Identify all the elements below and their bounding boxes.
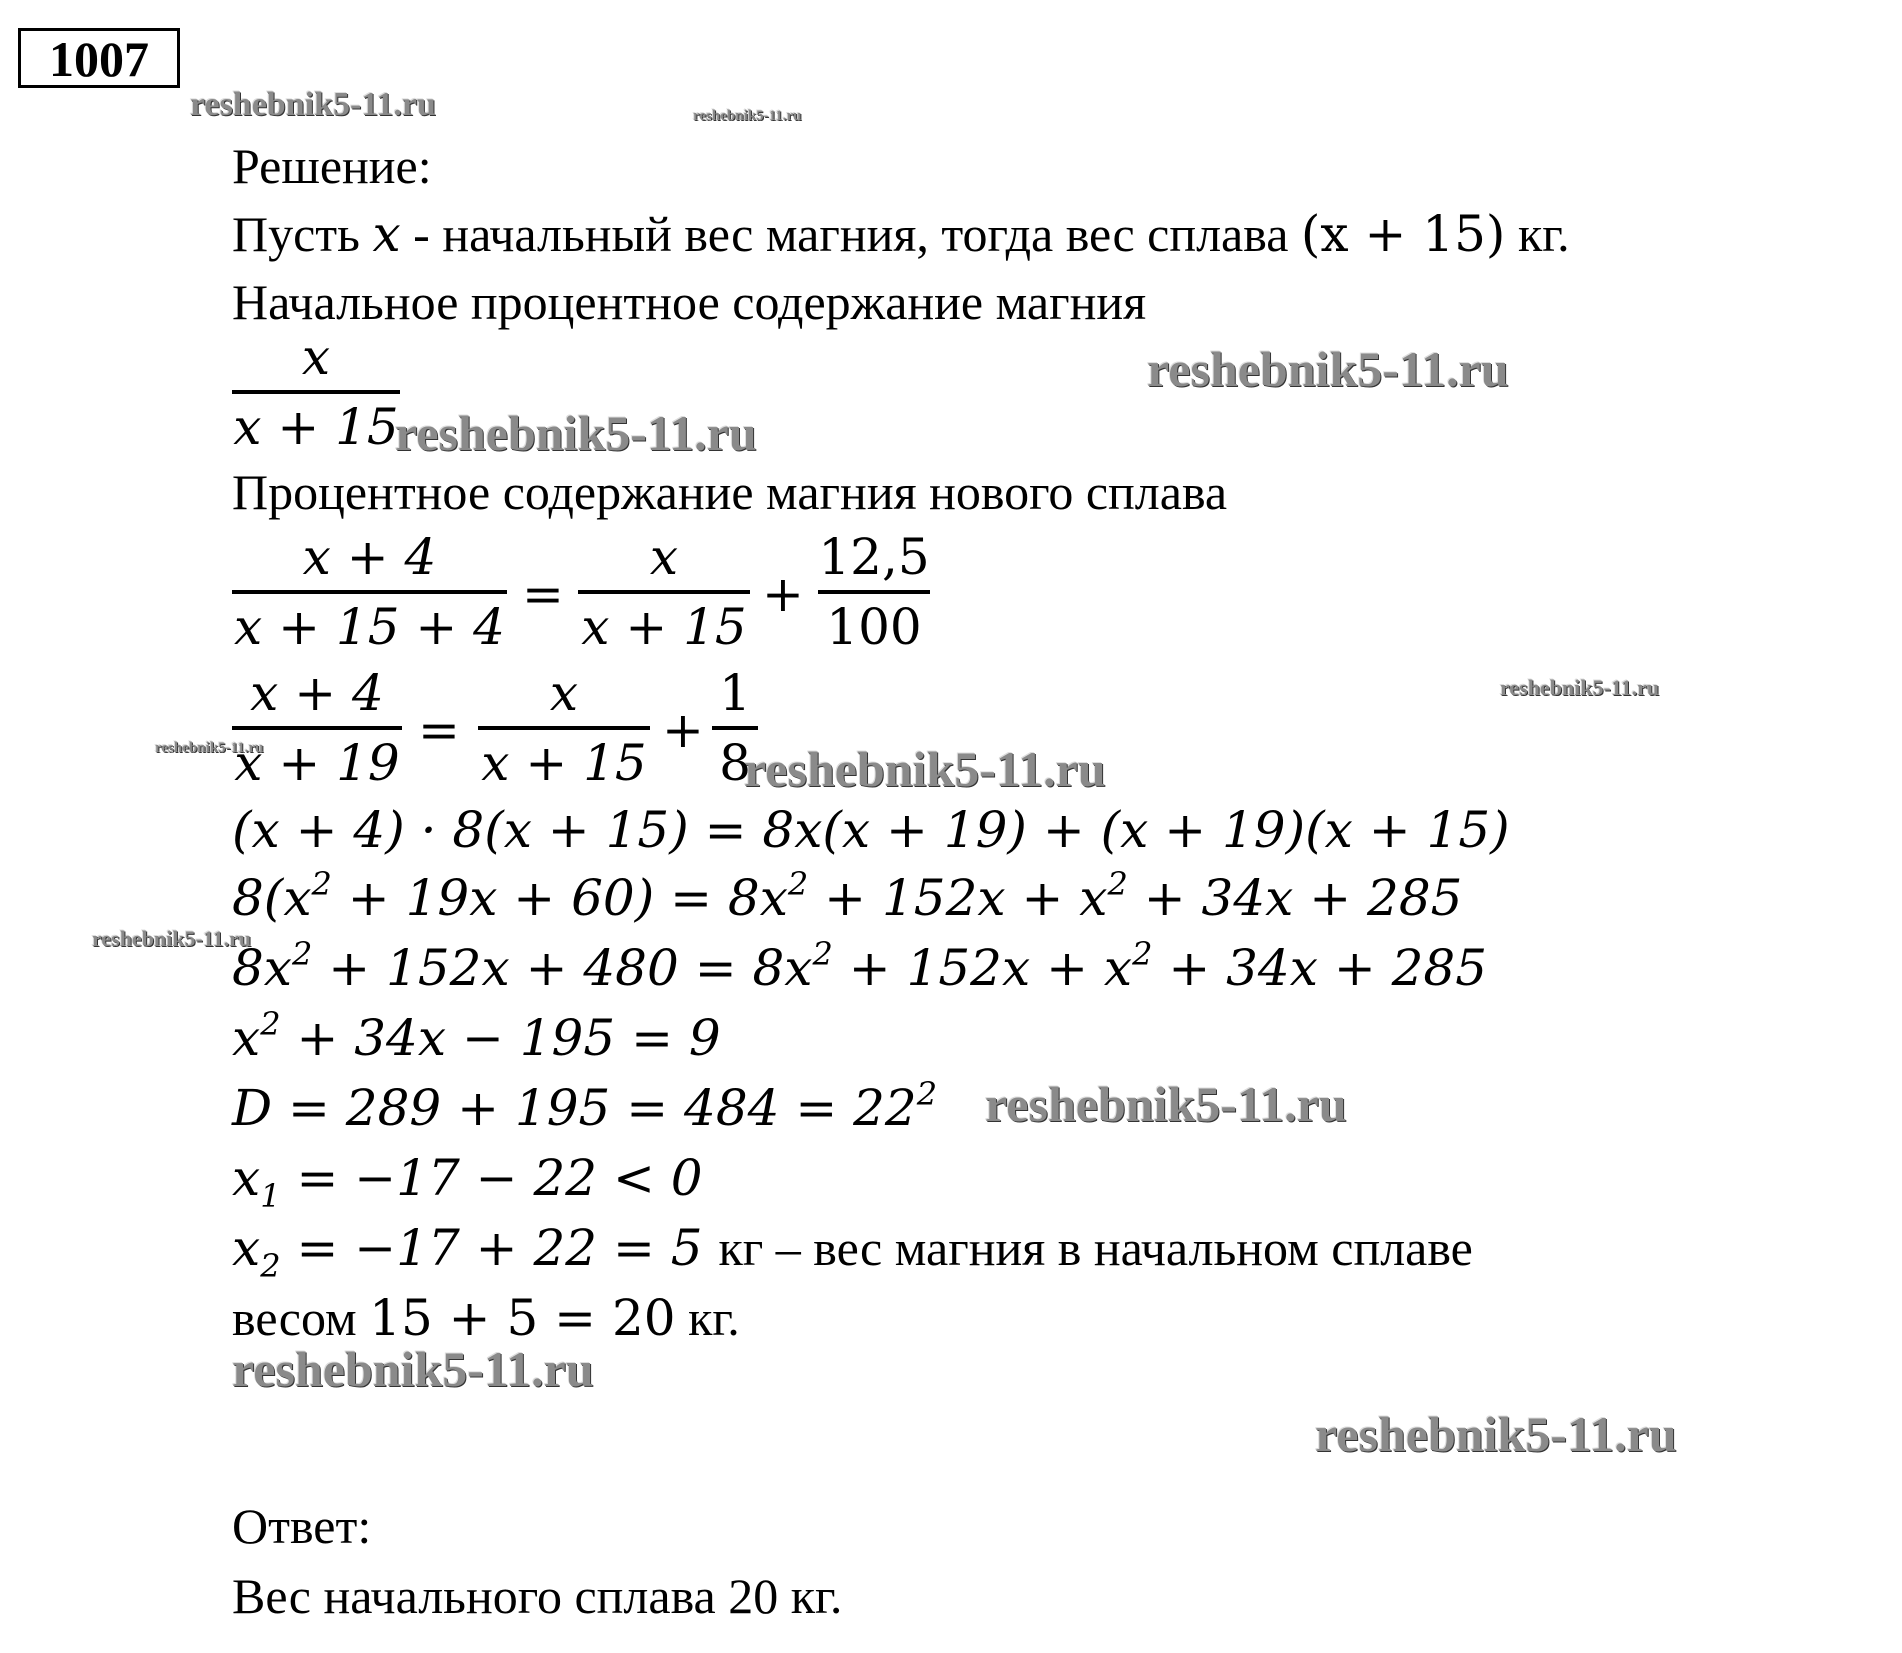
answer-text: Вес начального сплава 20 кг. xyxy=(232,1568,843,1624)
fraction-numerator: x + 4 xyxy=(250,664,384,722)
exponent: 2 xyxy=(292,935,313,973)
fraction-numerator: 1 xyxy=(719,664,751,722)
fraction-numerator: x + 4 xyxy=(302,528,437,586)
eq1-fraction-left xyxy=(232,528,507,656)
fraction-bar xyxy=(232,390,400,394)
eq8-part: = −17 − 22 < 0 xyxy=(280,1149,703,1207)
intro-expression: (x + 15) xyxy=(1300,205,1506,263)
intro-text: Пусть xyxy=(232,206,373,262)
watermark: reshebnik5-11.ru xyxy=(1500,675,1660,700)
problem-number: 1007 xyxy=(18,28,180,88)
intro-text: кг. xyxy=(1505,206,1570,262)
fraction-denominator: x + 19 xyxy=(234,734,400,792)
fraction-bar xyxy=(478,726,650,730)
subscript: 1 xyxy=(260,1177,281,1215)
eq4-part: + 152x + x xyxy=(808,869,1108,927)
eq9-text: кг – вес магния в начальном сплаве xyxy=(718,1220,1473,1276)
solution-heading: Решение: xyxy=(232,138,432,194)
watermark: reshebnik5-11.ru xyxy=(92,926,252,951)
watermark: reshebnik5-11.ru xyxy=(155,740,264,756)
eq1-equals: = xyxy=(522,565,564,623)
exponent: 2 xyxy=(787,865,809,903)
subscript: 2 xyxy=(260,1247,281,1285)
eq6-part: x xyxy=(232,1009,261,1067)
watermark: reshebnik5-11.ru xyxy=(985,1076,1347,1132)
fraction-bar xyxy=(578,590,750,594)
fraction-numerator: x xyxy=(549,664,579,722)
eq5 xyxy=(232,935,1488,998)
eq2-fraction-right xyxy=(712,664,758,792)
initial-fraction xyxy=(232,328,400,456)
eq4-part: + 34x + 285 xyxy=(1127,869,1463,927)
exponent: 2 xyxy=(812,935,833,973)
eq9-part: x xyxy=(232,1219,261,1277)
fraction-denominator: x + 15 xyxy=(233,398,399,456)
exponent: 2 xyxy=(1107,865,1128,903)
watermark: reshebnik5-11.ru xyxy=(744,741,1106,797)
eq10-text: весом xyxy=(232,1290,370,1346)
intro-line xyxy=(232,204,1570,264)
eq9-part: = −17 + 22 = 5 xyxy=(280,1219,719,1277)
exponent: 2 xyxy=(1132,935,1153,973)
new-percent-label: Процентное содержание магния нового сплава xyxy=(232,464,1228,520)
eq4 xyxy=(232,865,1463,928)
eq5-part: + 152x + x xyxy=(832,939,1133,997)
eq6-part: + 34x − 195 = 9 xyxy=(280,1009,721,1067)
eq7-part: D = 289 + 195 = 484 = 22 xyxy=(232,1079,917,1137)
fraction-denominator: x + 15 + 4 xyxy=(234,598,505,656)
eq1-fraction-middle xyxy=(578,528,750,656)
eq8 xyxy=(232,1148,703,1215)
fraction-denominator: x + 15 xyxy=(581,598,747,656)
eq1-plus: + xyxy=(762,565,804,623)
eq4-part: + 19x + 60) = 8x xyxy=(331,869,788,927)
fraction-bar xyxy=(818,590,930,594)
eq1-fraction-right xyxy=(818,528,930,656)
eq10-expression: 15 + 5 = 20 xyxy=(369,1289,676,1347)
exponent: 2 xyxy=(260,1005,281,1043)
eq3: (x + 4) · 8(x + 15) = 8x(x + 19) + (x + 19)(x + 15) xyxy=(232,801,1510,859)
intro-variable: x xyxy=(372,205,401,263)
eq2-plus: + xyxy=(662,701,704,759)
watermark: reshebnik5-11.ru xyxy=(1147,341,1509,397)
fraction-bar xyxy=(232,590,507,594)
eq5-part: 8x xyxy=(232,939,293,997)
fraction-bar xyxy=(712,726,758,730)
eq4-part: 8(x xyxy=(232,869,312,927)
fraction-denominator: 8 xyxy=(719,734,751,792)
fraction-numerator: x xyxy=(649,528,679,586)
eq9 xyxy=(232,1218,1473,1285)
eq8-part: x xyxy=(232,1149,261,1207)
eq5-part: + 152x + 480 = 8x xyxy=(312,939,813,997)
eq6 xyxy=(232,1005,721,1068)
watermark: reshebnik5-11.ru xyxy=(190,86,436,123)
initial-percent-label: Начальное процентное содержание магния xyxy=(232,274,1147,330)
eq2-fraction-left xyxy=(232,664,402,792)
exponent: 2 xyxy=(311,865,332,903)
fraction-bar xyxy=(232,726,402,730)
fraction-denominator: x + 15 xyxy=(481,734,647,792)
fraction-denominator: 100 xyxy=(826,598,922,656)
eq10-text: кг. xyxy=(675,1290,740,1346)
watermark: reshebnik5-11.ru xyxy=(1315,1406,1677,1462)
eq5-part: + 34x + 285 xyxy=(1152,939,1488,997)
eq7 xyxy=(232,1075,938,1138)
fraction-numerator: 12,5 xyxy=(818,528,930,586)
eq10 xyxy=(232,1288,740,1348)
eq2-equals: = xyxy=(418,701,460,759)
fraction-numerator: x xyxy=(301,328,331,386)
exponent: 2 xyxy=(916,1075,938,1113)
intro-text: - начальный вес магния, тогда вес сплава xyxy=(400,206,1301,262)
watermark: reshebnik5-11.ru xyxy=(693,108,802,124)
answer-heading: Ответ: xyxy=(232,1498,372,1554)
eq2-fraction-middle xyxy=(478,664,650,792)
watermark: reshebnik5-11.ru xyxy=(232,1341,594,1397)
watermark: reshebnik5-11.ru xyxy=(395,405,757,461)
